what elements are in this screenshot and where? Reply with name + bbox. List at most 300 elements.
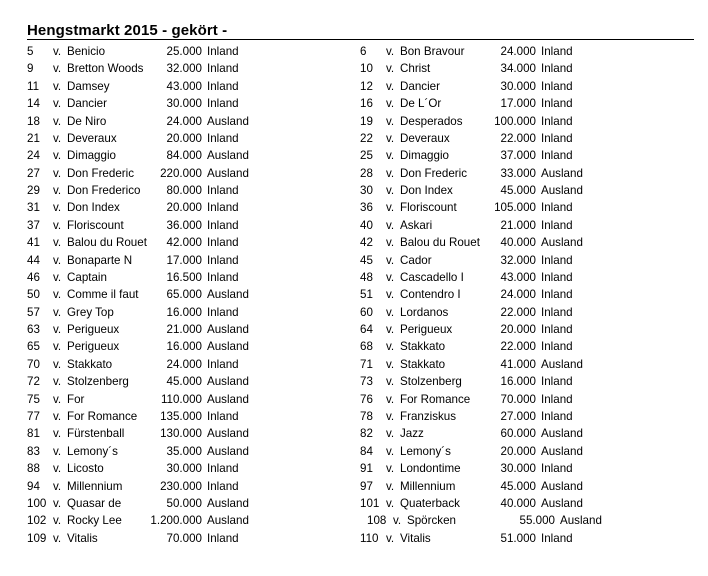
- lot-number: 10: [360, 62, 373, 76]
- lot-number: 30: [360, 184, 373, 198]
- lot-number: 84: [360, 444, 373, 458]
- price: 20.000: [500, 323, 536, 337]
- lot-number: 16: [360, 97, 373, 111]
- sire-name: Vitalis: [400, 531, 431, 545]
- buyer-origin: Ausland: [541, 357, 583, 371]
- lot-number: 12: [360, 79, 373, 93]
- price: 65.000: [166, 288, 202, 302]
- price: 20.000: [500, 444, 536, 458]
- buyer-origin: Inland: [207, 253, 239, 267]
- sire-name: Floriscount: [400, 201, 457, 215]
- table-row: [0, 478, 708, 495]
- sire-name: Bonaparte N: [67, 253, 133, 267]
- price: 24.000: [500, 288, 536, 302]
- by-label: v.: [53, 288, 62, 302]
- by-label: v.: [53, 375, 62, 389]
- buyer-origin: Inland: [541, 288, 573, 302]
- by-label: v.: [53, 427, 62, 441]
- buyer-origin: Inland: [541, 392, 573, 406]
- sire-name: Christ: [400, 62, 431, 76]
- by-label: v.: [386, 270, 395, 284]
- sire-name: Quaterback: [400, 496, 460, 510]
- sire-name: Bon Bravour: [400, 45, 465, 58]
- sire-name: De Niro: [67, 114, 107, 128]
- buyer-origin: Ausland: [207, 392, 249, 406]
- sire-name: Spörcken: [407, 514, 456, 528]
- price: 100.000: [494, 114, 536, 128]
- buyer-origin: Ausland: [207, 340, 249, 354]
- buyer-origin: Ausland: [207, 375, 249, 389]
- by-label: v.: [53, 97, 62, 111]
- buyer-origin: Inland: [207, 462, 239, 476]
- price: 105.000: [494, 201, 536, 215]
- price: 45.000: [500, 184, 536, 198]
- sire-name: De L´Or: [400, 97, 442, 111]
- by-label: v.: [386, 479, 395, 493]
- price: 16.000: [166, 305, 202, 319]
- sire-name: Licosto: [67, 462, 104, 476]
- table-row: [0, 95, 708, 112]
- lot-number: 25: [360, 149, 373, 163]
- buyer-origin: Inland: [541, 97, 573, 111]
- sire-name: Contendro I: [400, 288, 461, 302]
- by-label: v.: [386, 375, 395, 389]
- by-label: v.: [53, 462, 62, 476]
- sire-name: Balou du Rouet: [67, 236, 147, 250]
- buyer-origin: Ausland: [541, 236, 583, 250]
- by-label: v.: [386, 305, 395, 319]
- by-label: v.: [386, 340, 395, 354]
- buyer-origin: Ausland: [541, 496, 583, 510]
- lot-number: 110: [360, 531, 379, 545]
- sire-name: Bretton Woods: [67, 62, 144, 76]
- by-label: v.: [53, 479, 62, 493]
- sire-name: Floriscount: [67, 218, 124, 232]
- price: 24.000: [166, 114, 202, 128]
- buyer-origin: Inland: [541, 218, 573, 232]
- sire-name: Fürstenball: [67, 427, 125, 441]
- table-row: [0, 269, 708, 286]
- lot-number: 88: [27, 462, 40, 476]
- sire-name: For Romance: [400, 392, 471, 406]
- by-label: v.: [386, 392, 395, 406]
- table-row: [0, 217, 708, 234]
- price: 43.000: [166, 79, 202, 93]
- by-label: v.: [53, 45, 62, 58]
- price: 16.500: [166, 270, 202, 284]
- by-label: v.: [53, 166, 62, 180]
- price: 27.000: [500, 409, 536, 423]
- sire-name: Perigueux: [400, 323, 453, 337]
- sire-name: Rocky Lee: [67, 514, 122, 528]
- by-label: v.: [53, 62, 62, 76]
- price: 50.000: [166, 496, 202, 510]
- by-label: v.: [386, 323, 395, 337]
- lot-number: 37: [27, 218, 40, 232]
- sire-name: Vitalis: [67, 531, 98, 545]
- by-label: v.: [53, 514, 62, 528]
- buyer-origin: Inland: [541, 305, 573, 319]
- sire-name: Don Index: [400, 184, 453, 198]
- price: 51.000: [500, 531, 536, 545]
- buyer-origin: Ausland: [207, 444, 249, 458]
- sire-name: Damsey: [67, 79, 110, 93]
- sire-name: Dancier: [67, 97, 107, 111]
- buyer-origin: Inland: [207, 479, 239, 493]
- by-label: v.: [53, 305, 62, 319]
- by-label: v.: [386, 62, 395, 76]
- by-label: v.: [53, 149, 62, 163]
- lot-number: 83: [27, 444, 40, 458]
- table-row: [0, 495, 708, 512]
- price: 30.000: [166, 97, 202, 111]
- table-row: [0, 512, 708, 529]
- by-label: v.: [53, 323, 62, 337]
- lot-number: 76: [360, 392, 373, 406]
- buyer-origin: Inland: [541, 375, 573, 389]
- lot-number: 6: [360, 45, 367, 58]
- price: 84.000: [166, 149, 202, 163]
- sire-name: Lordanos: [400, 305, 449, 319]
- lot-number: 46: [27, 270, 40, 284]
- lot-number: 50: [27, 288, 40, 302]
- by-label: v.: [53, 114, 62, 128]
- by-label: v.: [53, 531, 62, 545]
- price: 22.000: [500, 340, 536, 354]
- lot-number: 97: [360, 479, 373, 493]
- sire-name: Cascadello I: [400, 270, 464, 284]
- lot-number: 40: [360, 218, 373, 232]
- sire-name: Quasar de: [67, 496, 122, 510]
- by-label: v.: [53, 79, 62, 93]
- sire-name: Don Frederico: [67, 184, 141, 198]
- buyer-origin: Inland: [207, 531, 239, 545]
- price: 42.000: [166, 236, 202, 250]
- lot-number: 91: [360, 462, 373, 476]
- by-label: v.: [386, 427, 395, 441]
- by-label: v.: [53, 270, 62, 284]
- by-label: v.: [386, 444, 395, 458]
- sire-name: Grey Top: [67, 305, 114, 319]
- price: 45.000: [166, 375, 202, 389]
- price: 1.200.000: [150, 514, 202, 528]
- buyer-origin: Inland: [541, 79, 573, 93]
- buyer-origin: Ausland: [207, 514, 249, 528]
- lot-number: 45: [360, 253, 373, 267]
- price: 21.000: [500, 218, 536, 232]
- by-label: v.: [386, 462, 395, 476]
- table-row: [0, 373, 708, 390]
- by-label: v.: [386, 218, 395, 232]
- sire-name: Stolzenberg: [400, 375, 462, 389]
- lot-number: 19: [360, 114, 373, 128]
- price: 36.000: [166, 218, 202, 232]
- table-row: [0, 182, 708, 199]
- buyer-origin: Inland: [207, 218, 239, 232]
- sire-name: Comme il faut: [67, 288, 139, 302]
- sire-name: Captain: [67, 270, 107, 284]
- by-label: v.: [53, 131, 62, 145]
- price: 17.000: [166, 253, 202, 267]
- table-row: [0, 443, 708, 460]
- buyer-origin: Ausland: [207, 427, 249, 441]
- lot-number: 9: [27, 62, 34, 76]
- table-row: [0, 286, 708, 303]
- price: 230.000: [160, 479, 202, 493]
- lot-number: 21: [27, 131, 40, 145]
- sire-name: Jazz: [400, 427, 424, 441]
- buyer-origin: Inland: [207, 236, 239, 250]
- lot-number: 41: [27, 236, 40, 250]
- sire-name: Benicio: [67, 45, 106, 58]
- lot-number: 44: [27, 253, 40, 267]
- lot-number: 109: [27, 531, 47, 545]
- price: 22.000: [500, 131, 536, 145]
- sire-name: Don Frederic: [400, 166, 468, 180]
- price: 60.000: [500, 427, 536, 441]
- buyer-origin: Inland: [541, 114, 573, 128]
- price: 25.000: [166, 45, 202, 58]
- price: 24.000: [500, 45, 536, 58]
- by-label: v.: [386, 97, 395, 111]
- buyer-origin: Ausland: [207, 288, 249, 302]
- price: 30.000: [166, 462, 202, 476]
- buyer-origin: Inland: [207, 305, 239, 319]
- buyer-origin: Inland: [207, 201, 239, 215]
- title-underline: [27, 39, 694, 40]
- page-title: Hengstmarkt 2015 - gekört -: [27, 22, 228, 39]
- lot-number: 94: [27, 479, 40, 493]
- by-label: v.: [386, 496, 395, 510]
- price: 35.000: [166, 444, 202, 458]
- table-row: [0, 391, 708, 408]
- price: 32.000: [166, 62, 202, 76]
- by-label: v.: [386, 201, 395, 215]
- buyer-origin: Ausland: [541, 444, 583, 458]
- price: 130.000: [160, 427, 202, 441]
- by-label: v.: [386, 45, 395, 58]
- sire-name: Londontime: [400, 462, 461, 476]
- sire-name: Cador: [400, 253, 432, 267]
- lot-number: 60: [360, 305, 373, 319]
- sire-name: Desperados: [400, 114, 463, 128]
- by-label: v.: [53, 184, 62, 198]
- lot-number: 102: [27, 514, 47, 528]
- by-label: v.: [386, 131, 395, 145]
- sire-name: Lemony´s: [67, 444, 118, 458]
- price: 30.000: [500, 462, 536, 476]
- by-label: v.: [53, 444, 62, 458]
- lot-number: 27: [27, 166, 40, 180]
- price: 220.000: [160, 166, 202, 180]
- sire-name: Dimaggio: [400, 149, 449, 163]
- lot-number: 18: [27, 114, 40, 128]
- price: 70.000: [500, 392, 536, 406]
- buyer-origin: Inland: [541, 409, 573, 423]
- table-row: [0, 530, 708, 547]
- buyer-origin: Inland: [541, 340, 573, 354]
- buyer-origin: Inland: [207, 131, 239, 145]
- by-label: v.: [386, 531, 395, 545]
- price: 55.000: [519, 514, 555, 528]
- lot-number: 101: [360, 496, 380, 510]
- sire-name: For Romance: [67, 409, 138, 423]
- price: 20.000: [166, 131, 202, 145]
- by-label: v.: [53, 201, 62, 215]
- price: 20.000: [166, 201, 202, 215]
- price: 34.000: [500, 62, 536, 76]
- by-label: v.: [53, 253, 62, 267]
- by-label: v.: [53, 340, 62, 354]
- lot-number: 5: [27, 45, 34, 58]
- buyer-origin: Inland: [207, 357, 239, 371]
- buyer-origin: Inland: [207, 270, 239, 284]
- buyer-origin: Ausland: [207, 149, 249, 163]
- price: 33.000: [500, 166, 536, 180]
- buyer-origin: Inland: [541, 323, 573, 337]
- lot-number: 71: [360, 357, 373, 371]
- sire-name: Dancier: [400, 79, 440, 93]
- by-label: v.: [386, 114, 395, 128]
- by-label: v.: [386, 253, 395, 267]
- by-label: v.: [386, 149, 395, 163]
- by-label: v.: [53, 409, 62, 423]
- table-row: [0, 199, 708, 216]
- by-label: v.: [386, 79, 395, 93]
- lot-number: 77: [27, 409, 40, 423]
- lot-number: 108: [367, 514, 387, 528]
- price: 45.000: [500, 479, 536, 493]
- sire-name: Dimaggio: [67, 149, 116, 163]
- buyer-origin: Inland: [207, 184, 239, 198]
- price: 43.000: [500, 270, 536, 284]
- lot-number: 70: [27, 357, 40, 371]
- table-row: [0, 356, 708, 373]
- buyer-origin: Ausland: [541, 166, 583, 180]
- lot-number: 63: [27, 323, 40, 337]
- table-row: [0, 43, 708, 60]
- by-label: v.: [386, 357, 395, 371]
- table-row: [0, 425, 708, 442]
- sire-name: Millennium: [67, 479, 123, 493]
- buyer-origin: Ausland: [207, 496, 249, 510]
- by-label: v.: [53, 357, 62, 371]
- buyer-origin: Inland: [207, 97, 239, 111]
- sire-name: Perigueux: [67, 340, 120, 354]
- buyer-origin: Inland: [541, 62, 573, 76]
- lot-number: 82: [360, 427, 373, 441]
- lot-number: 68: [360, 340, 373, 354]
- by-label: v.: [393, 514, 402, 528]
- table-row: [0, 460, 708, 477]
- table-row: [0, 304, 708, 321]
- lot-number: 72: [27, 375, 40, 389]
- price: 24.000: [166, 357, 202, 371]
- buyer-origin: Ausland: [207, 323, 249, 337]
- lot-number: 75: [27, 392, 40, 406]
- price: 41.000: [500, 357, 536, 371]
- table-row: [0, 321, 708, 338]
- buyer-origin: Inland: [207, 45, 239, 58]
- lot-number: 31: [27, 201, 40, 215]
- price: 30.000: [500, 79, 536, 93]
- sire-name: Balou du Rouet: [400, 236, 480, 250]
- buyer-origin: Inland: [207, 62, 239, 76]
- sire-name: Stakkato: [400, 340, 446, 354]
- price: 21.000: [166, 323, 202, 337]
- sire-name: Deveraux: [67, 131, 117, 145]
- by-label: v.: [53, 236, 62, 250]
- lot-number: 42: [360, 236, 373, 250]
- table-row: [0, 78, 708, 95]
- buyer-origin: Ausland: [207, 166, 249, 180]
- table-row: [0, 60, 708, 77]
- table-row: [0, 338, 708, 355]
- sire-name: Deveraux: [400, 131, 450, 145]
- price: 16.000: [166, 340, 202, 354]
- sire-name: Stolzenberg: [67, 375, 129, 389]
- price: 17.000: [500, 97, 536, 111]
- lot-number: 36: [360, 201, 373, 215]
- table-row: [0, 130, 708, 147]
- price: 16.000: [500, 375, 536, 389]
- buyer-origin: Ausland: [207, 114, 249, 128]
- by-label: v.: [53, 496, 62, 510]
- price: 110.000: [160, 392, 202, 406]
- buyer-origin: Inland: [207, 79, 239, 93]
- sire-name: Don Index: [67, 201, 120, 215]
- price: 32.000: [500, 253, 536, 267]
- sire-name: For: [67, 392, 85, 406]
- by-label: v.: [386, 166, 395, 180]
- by-label: v.: [386, 236, 395, 250]
- by-label: v.: [386, 409, 395, 423]
- lot-number: 14: [27, 97, 40, 111]
- price: 135.000: [160, 409, 202, 423]
- buyer-origin: Ausland: [560, 514, 602, 528]
- price: 40.000: [500, 236, 536, 250]
- price: 22.000: [500, 305, 536, 319]
- sire-name: Stakkato: [400, 357, 446, 371]
- buyer-origin: Ausland: [541, 427, 583, 441]
- price: 80.000: [166, 184, 202, 198]
- sire-name: Don Frederic: [67, 166, 135, 180]
- sire-name: Millennium: [400, 479, 456, 493]
- price: 40.000: [500, 496, 536, 510]
- sire-name: Lemony´s: [400, 444, 451, 458]
- lot-number: 11: [27, 79, 40, 93]
- sire-name: Franziskus: [400, 409, 457, 423]
- by-label: v.: [53, 392, 62, 406]
- price: 37.000: [500, 149, 536, 163]
- lot-number: 51: [360, 288, 373, 302]
- price: 70.000: [166, 531, 202, 545]
- buyer-origin: Ausland: [541, 184, 583, 198]
- lot-number: 78: [360, 409, 373, 423]
- table-row: [0, 147, 708, 164]
- table-row: [0, 234, 708, 251]
- table-row: [0, 408, 708, 425]
- buyer-origin: Inland: [541, 149, 573, 163]
- lot-number: 29: [27, 184, 40, 198]
- buyer-origin: Inland: [541, 270, 573, 284]
- lot-number: 73: [360, 375, 373, 389]
- lot-number: 64: [360, 323, 373, 337]
- buyer-origin: Inland: [207, 409, 239, 423]
- buyer-origin: Inland: [541, 531, 573, 545]
- lot-number: 81: [27, 427, 40, 441]
- by-label: v.: [53, 218, 62, 232]
